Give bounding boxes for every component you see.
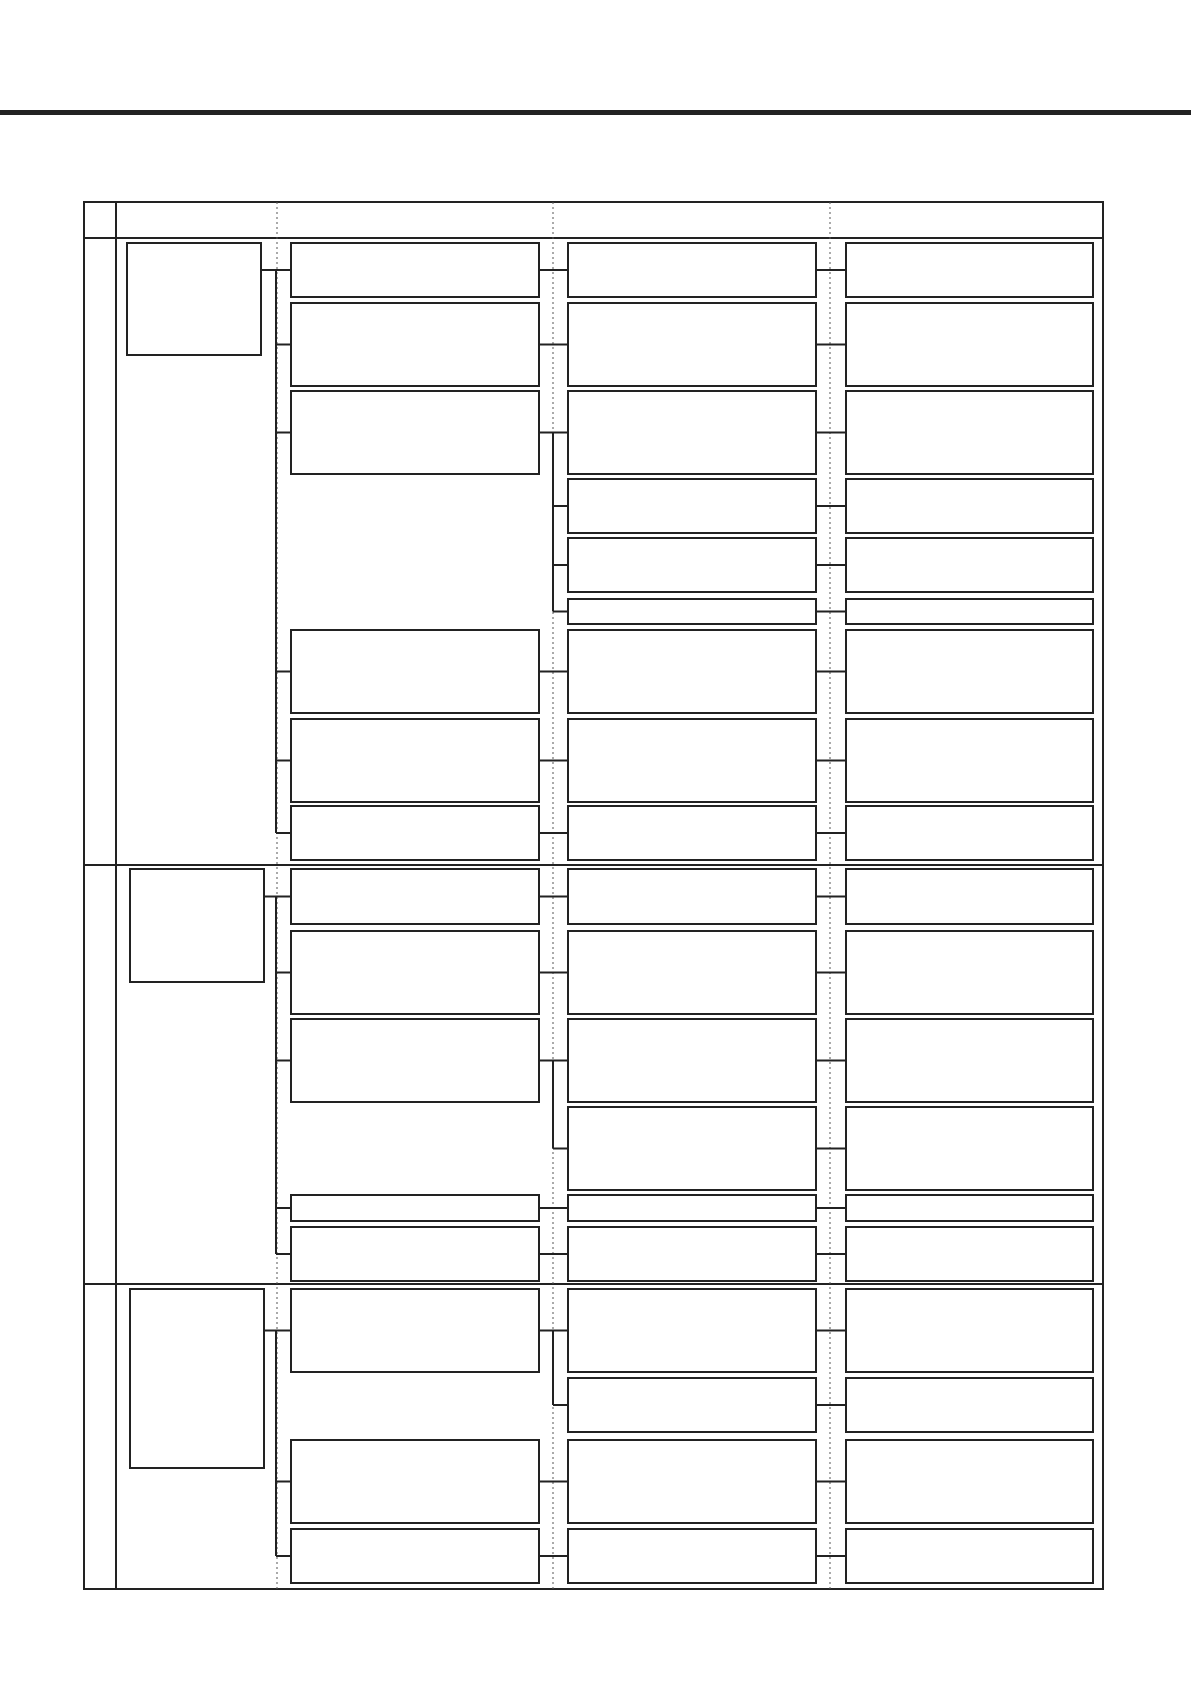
level3-box [846,1019,1093,1102]
level3-box [846,1378,1093,1432]
level2-box [568,1195,816,1221]
level1-box [291,931,539,1014]
level2-box [568,1378,816,1432]
level2-box [568,1019,816,1102]
level2-box [568,303,816,386]
level3-box [846,806,1093,860]
level1-box [291,1195,539,1221]
level1-box [291,303,539,386]
level2-box [568,1440,816,1523]
level2-box [568,1107,816,1190]
level1-box [291,243,539,297]
level3-box [846,243,1093,297]
level3-box [846,719,1093,802]
level2-box [568,1227,816,1281]
level2-box [568,806,816,860]
level3-box [846,391,1093,474]
level2-box [568,599,816,624]
level2-box [568,1529,816,1583]
level3-box [846,931,1093,1014]
level2-box [568,479,816,533]
level1-box [291,1019,539,1102]
level1-box [291,1440,539,1523]
level3-box [846,1529,1093,1583]
level3-box [846,1107,1093,1190]
level3-box [846,479,1093,533]
level1-box [291,391,539,474]
level2-box [568,1289,816,1372]
level3-box [846,1440,1093,1523]
category-box-2 [130,869,264,982]
level2-box [568,243,816,297]
level2-box [568,931,816,1014]
level3-box [846,599,1093,624]
level1-box [291,806,539,860]
level3-box [846,1227,1093,1281]
level2-box [568,630,816,713]
level2-box [568,538,816,592]
level1-box [291,1529,539,1583]
level1-box [291,869,539,924]
level1-box [291,719,539,802]
level1-box [291,1227,539,1281]
level1-box [291,1289,539,1372]
level3-box [846,869,1093,924]
level2-box [568,391,816,474]
level2-box [568,869,816,924]
level2-box [568,719,816,802]
level3-box [846,1289,1093,1372]
level3-box [846,538,1093,592]
level3-box [846,630,1093,713]
level3-box [846,303,1093,386]
category-box-3 [130,1289,264,1468]
level3-box [846,1195,1093,1221]
level1-box [291,630,539,713]
category-box-1 [127,243,261,355]
